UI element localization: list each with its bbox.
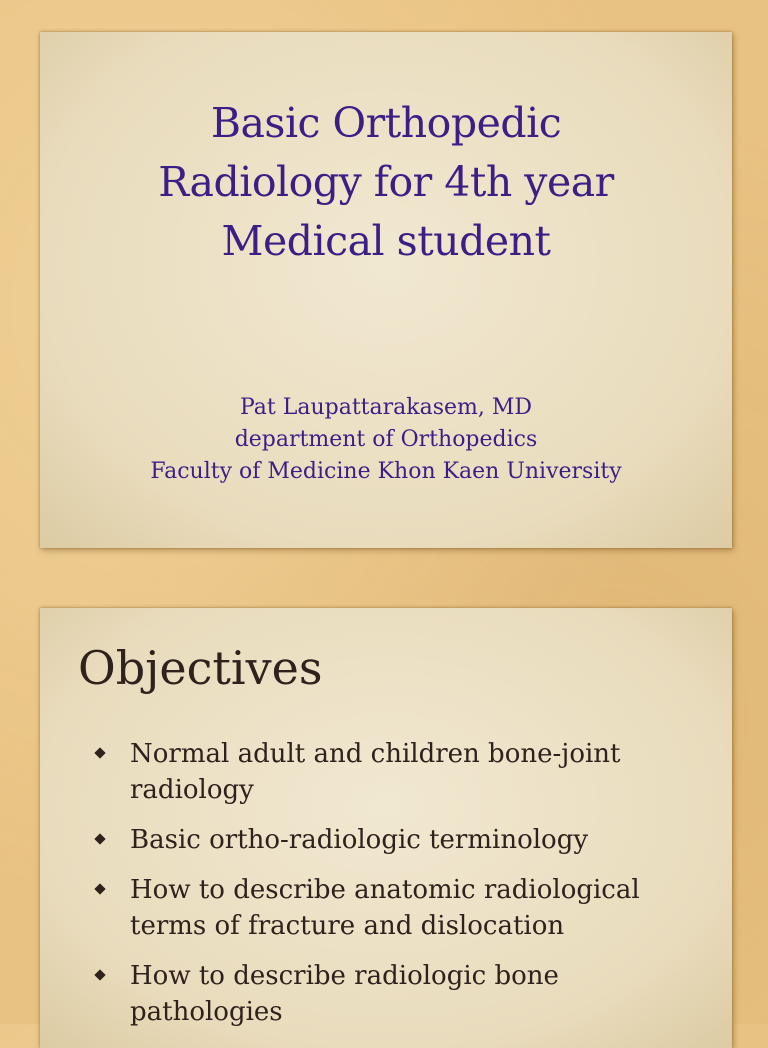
author-info [40,392,732,488]
title-line-3: Medical student [221,217,551,265]
diamond-bullet-icon [94,969,105,980]
diamond-bullet-icon [94,883,105,894]
author-department: department of Orthopedics [234,427,538,452]
diamond-bullet-icon [94,833,105,844]
title-slide [40,32,732,548]
list-item [88,736,708,808]
objectives-slide [40,608,732,1048]
bullet-text: Basic ortho-radiologic terminology [130,825,589,855]
bullet-text: How to describe radiologic bone pathologies [130,961,559,1027]
title-line-2: Radiology for 4th year [158,158,614,206]
diamond-bullet-icon [94,747,105,758]
list-item [88,958,708,1030]
objectives-list [88,736,708,1044]
list-item [88,872,708,944]
author-name: Pat Laupattarakasem, MD [239,395,533,420]
bullet-text: How to describe anatomic radiological terms of fracture and dislocation [130,875,640,941]
list-item [88,822,708,858]
slide-title [40,94,732,271]
title-line-1: Basic Orthopedic [210,99,562,147]
bullet-text: Normal adult and children bone-joint radiology [130,739,621,805]
objectives-heading: Objectives [78,641,323,695]
author-faculty: Faculty of Medicine Khon Kaen University [150,459,622,484]
